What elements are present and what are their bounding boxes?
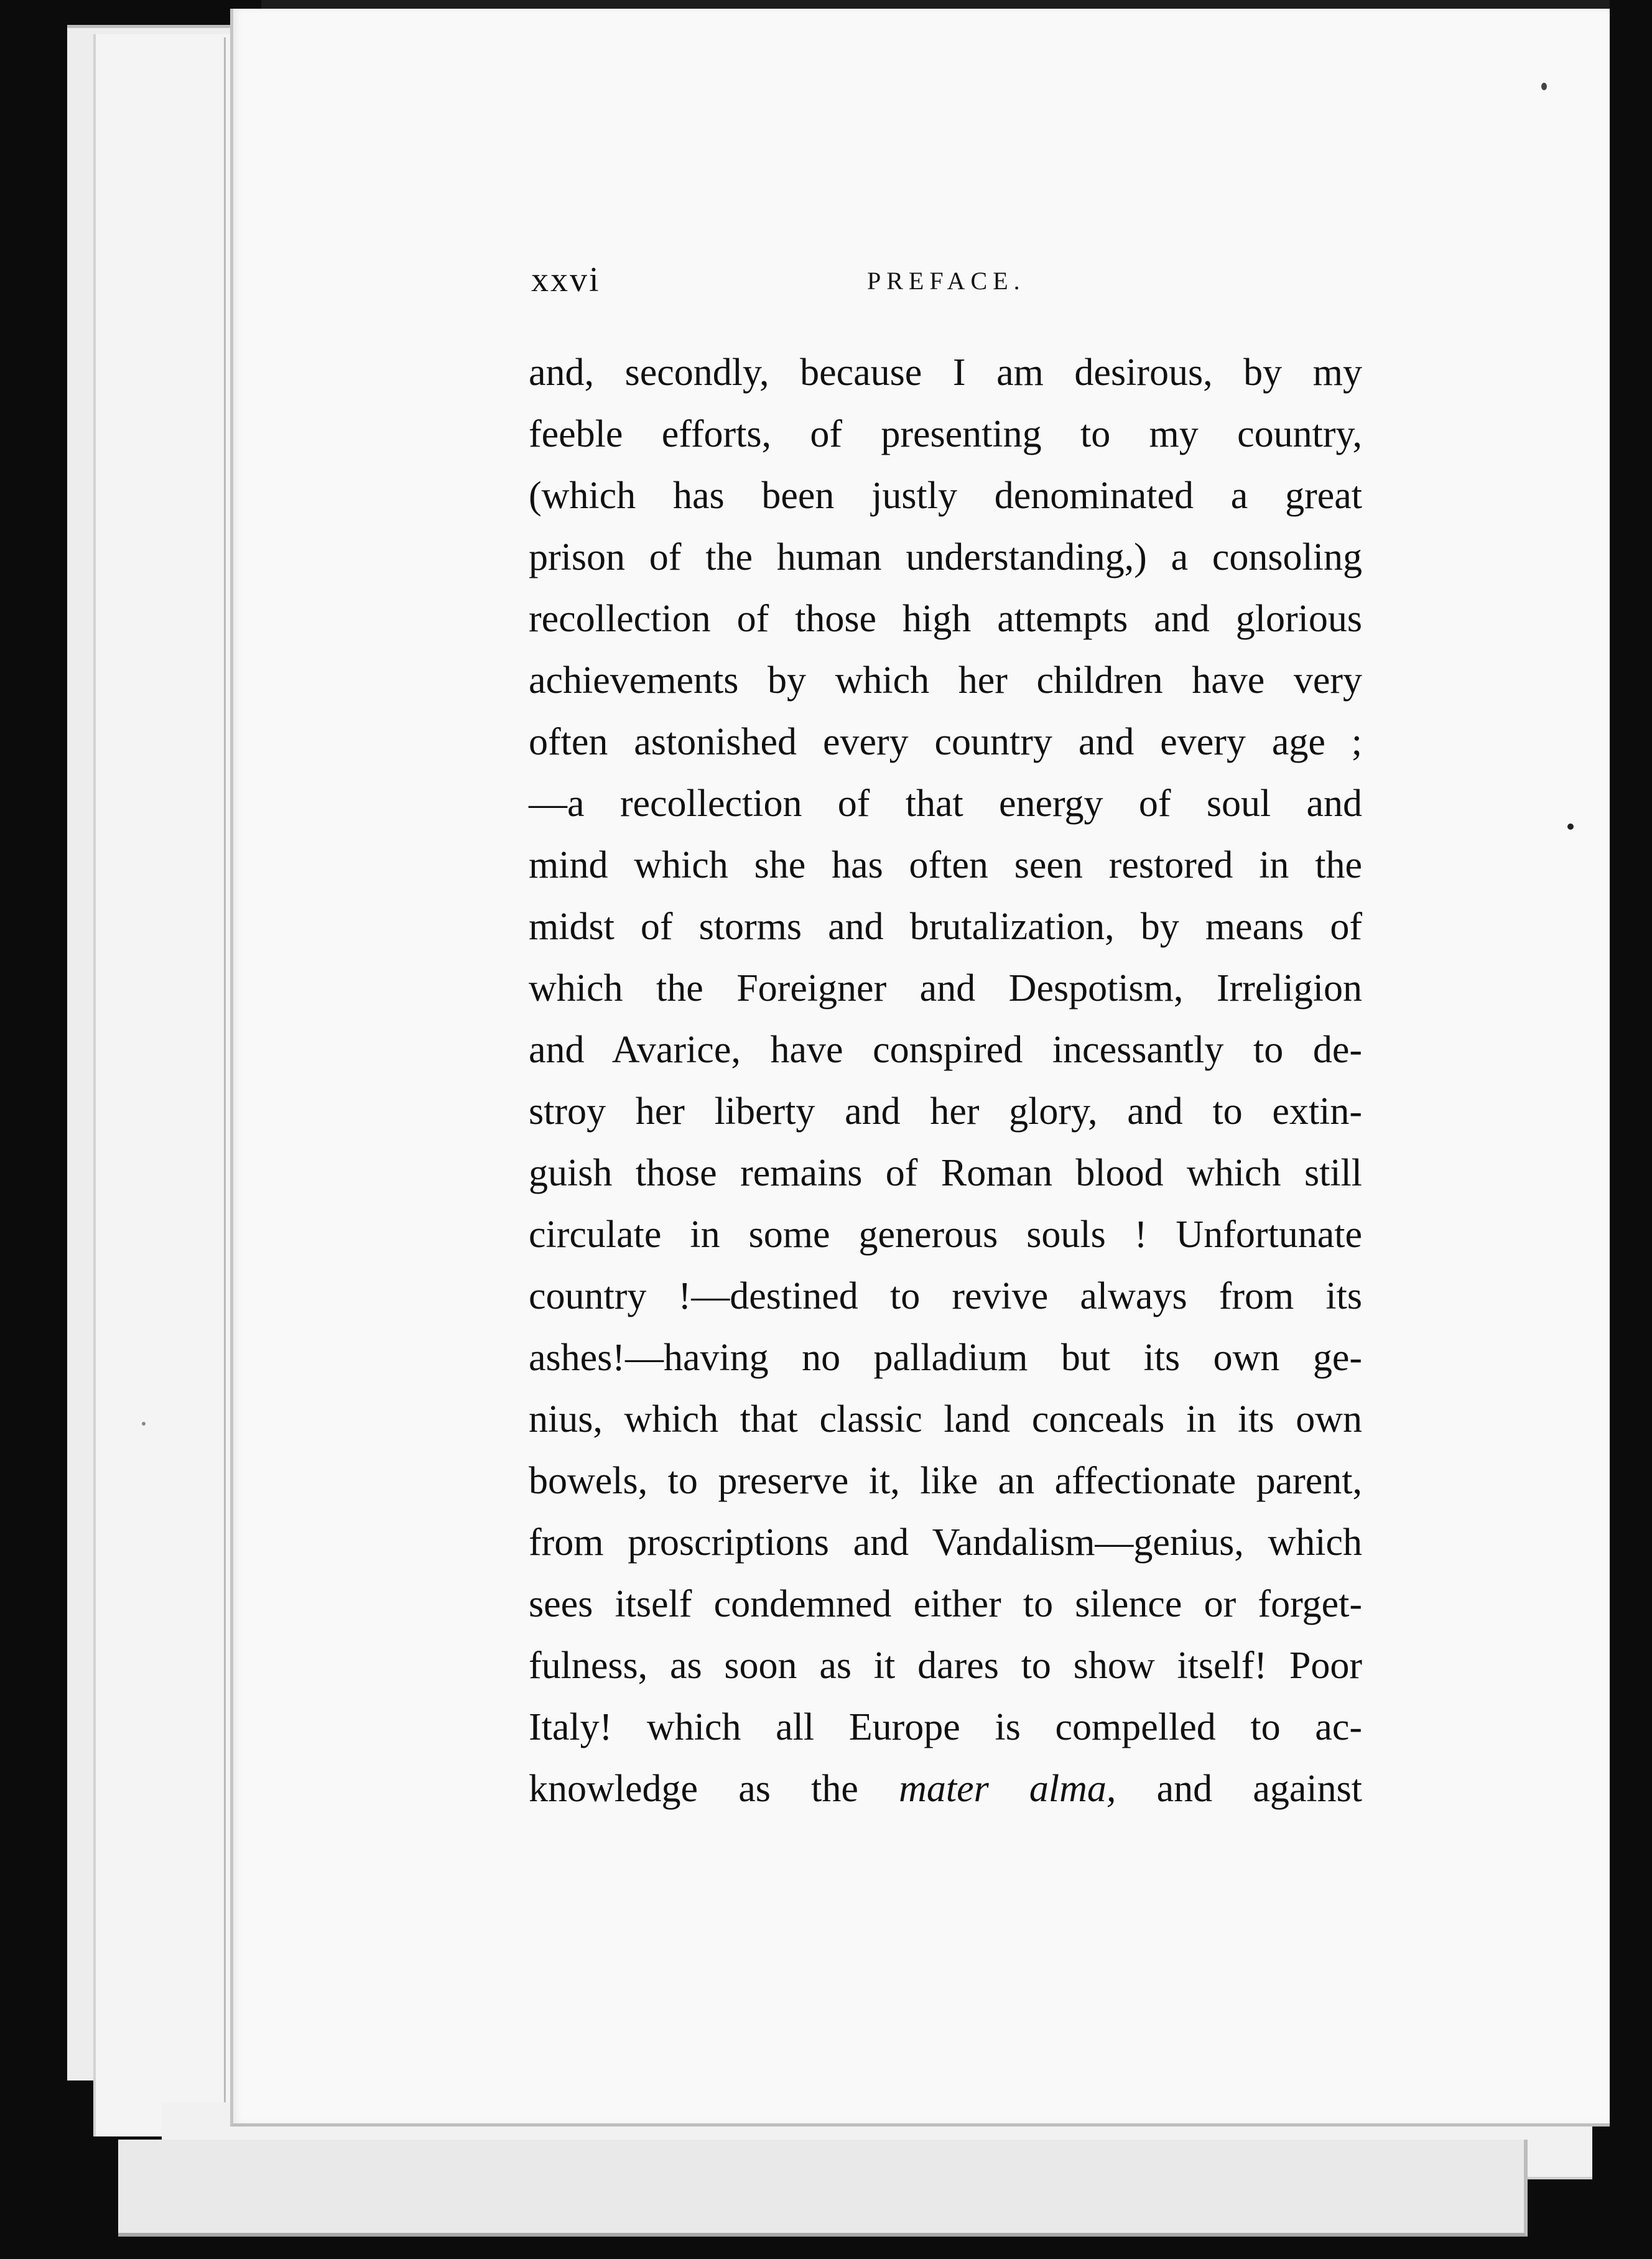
text-line: sees itself condemned either to silence or forget- <box>529 1583 1362 1625</box>
text-line: ashes!—having no palladium but its own ge- <box>529 1337 1362 1379</box>
text-line: guish those remains of Roman blood which still <box>529 1152 1362 1194</box>
page-number: xxvi <box>531 261 601 299</box>
scan-speck <box>1567 823 1574 830</box>
text-line: and Avarice, have conspired incessantly to de- <box>529 1029 1362 1071</box>
section-title: PREFACE. <box>867 267 1026 295</box>
bottom-pages-edge <box>118 2140 1528 2237</box>
text-line: achievements by which her children have very <box>529 659 1362 702</box>
page-edge-line <box>224 37 226 2108</box>
text-line: mind which she has often seen restored in the <box>529 844 1362 886</box>
text-line: Italy! which all Europe is compelled to ac- <box>529 1706 1362 1748</box>
running-head <box>531 260 1365 310</box>
text-line: from proscriptions and Vandalism—genius, which <box>529 1521 1362 1564</box>
text-line: feeble efforts, of presenting to my country, <box>529 413 1362 455</box>
text-segment: knowledge as the <box>529 1768 899 1810</box>
text-line: stroy her liberty and her glory, and to extin- <box>529 1090 1362 1133</box>
italic-phrase: mater alma, <box>899 1768 1116 1810</box>
text-line: and, secondly, because I am desirous, by my <box>529 351 1362 394</box>
text-line-last <box>529 1758 1362 1820</box>
scan-speck <box>1541 83 1547 90</box>
text-line: (which has been justly denominated a great <box>529 475 1362 517</box>
text-line: which the Foreigner and Despotism, Irreligion <box>529 967 1362 1009</box>
text-line: bowels, to preserve it, like an affectionate parent, <box>529 1460 1362 1502</box>
text-line: fulness, as soon as it dares to show itself! Poor <box>529 1644 1362 1687</box>
text-line: often astonished every country and every age ; <box>529 721 1362 763</box>
text-line: midst of storms and brutalization, by means of <box>529 906 1362 948</box>
scan-speck <box>142 1422 146 1426</box>
body-text <box>529 342 1362 1820</box>
text-line: —a recollection of that energy of soul and <box>529 782 1362 825</box>
text-segment: and against <box>1116 1768 1362 1810</box>
right-dark-margin <box>1610 0 1652 2259</box>
text-line: circulate in some generous souls ! Unfortunate <box>529 1213 1362 1256</box>
text-line: recollection of those high attempts and glorious <box>529 598 1362 640</box>
text-line: nius, which that classic land conceals in its own <box>529 1398 1362 1440</box>
text-line: country !—destined to revive always from its <box>529 1275 1362 1317</box>
text-line: prison of the human understanding,) a consoling <box>529 536 1362 578</box>
